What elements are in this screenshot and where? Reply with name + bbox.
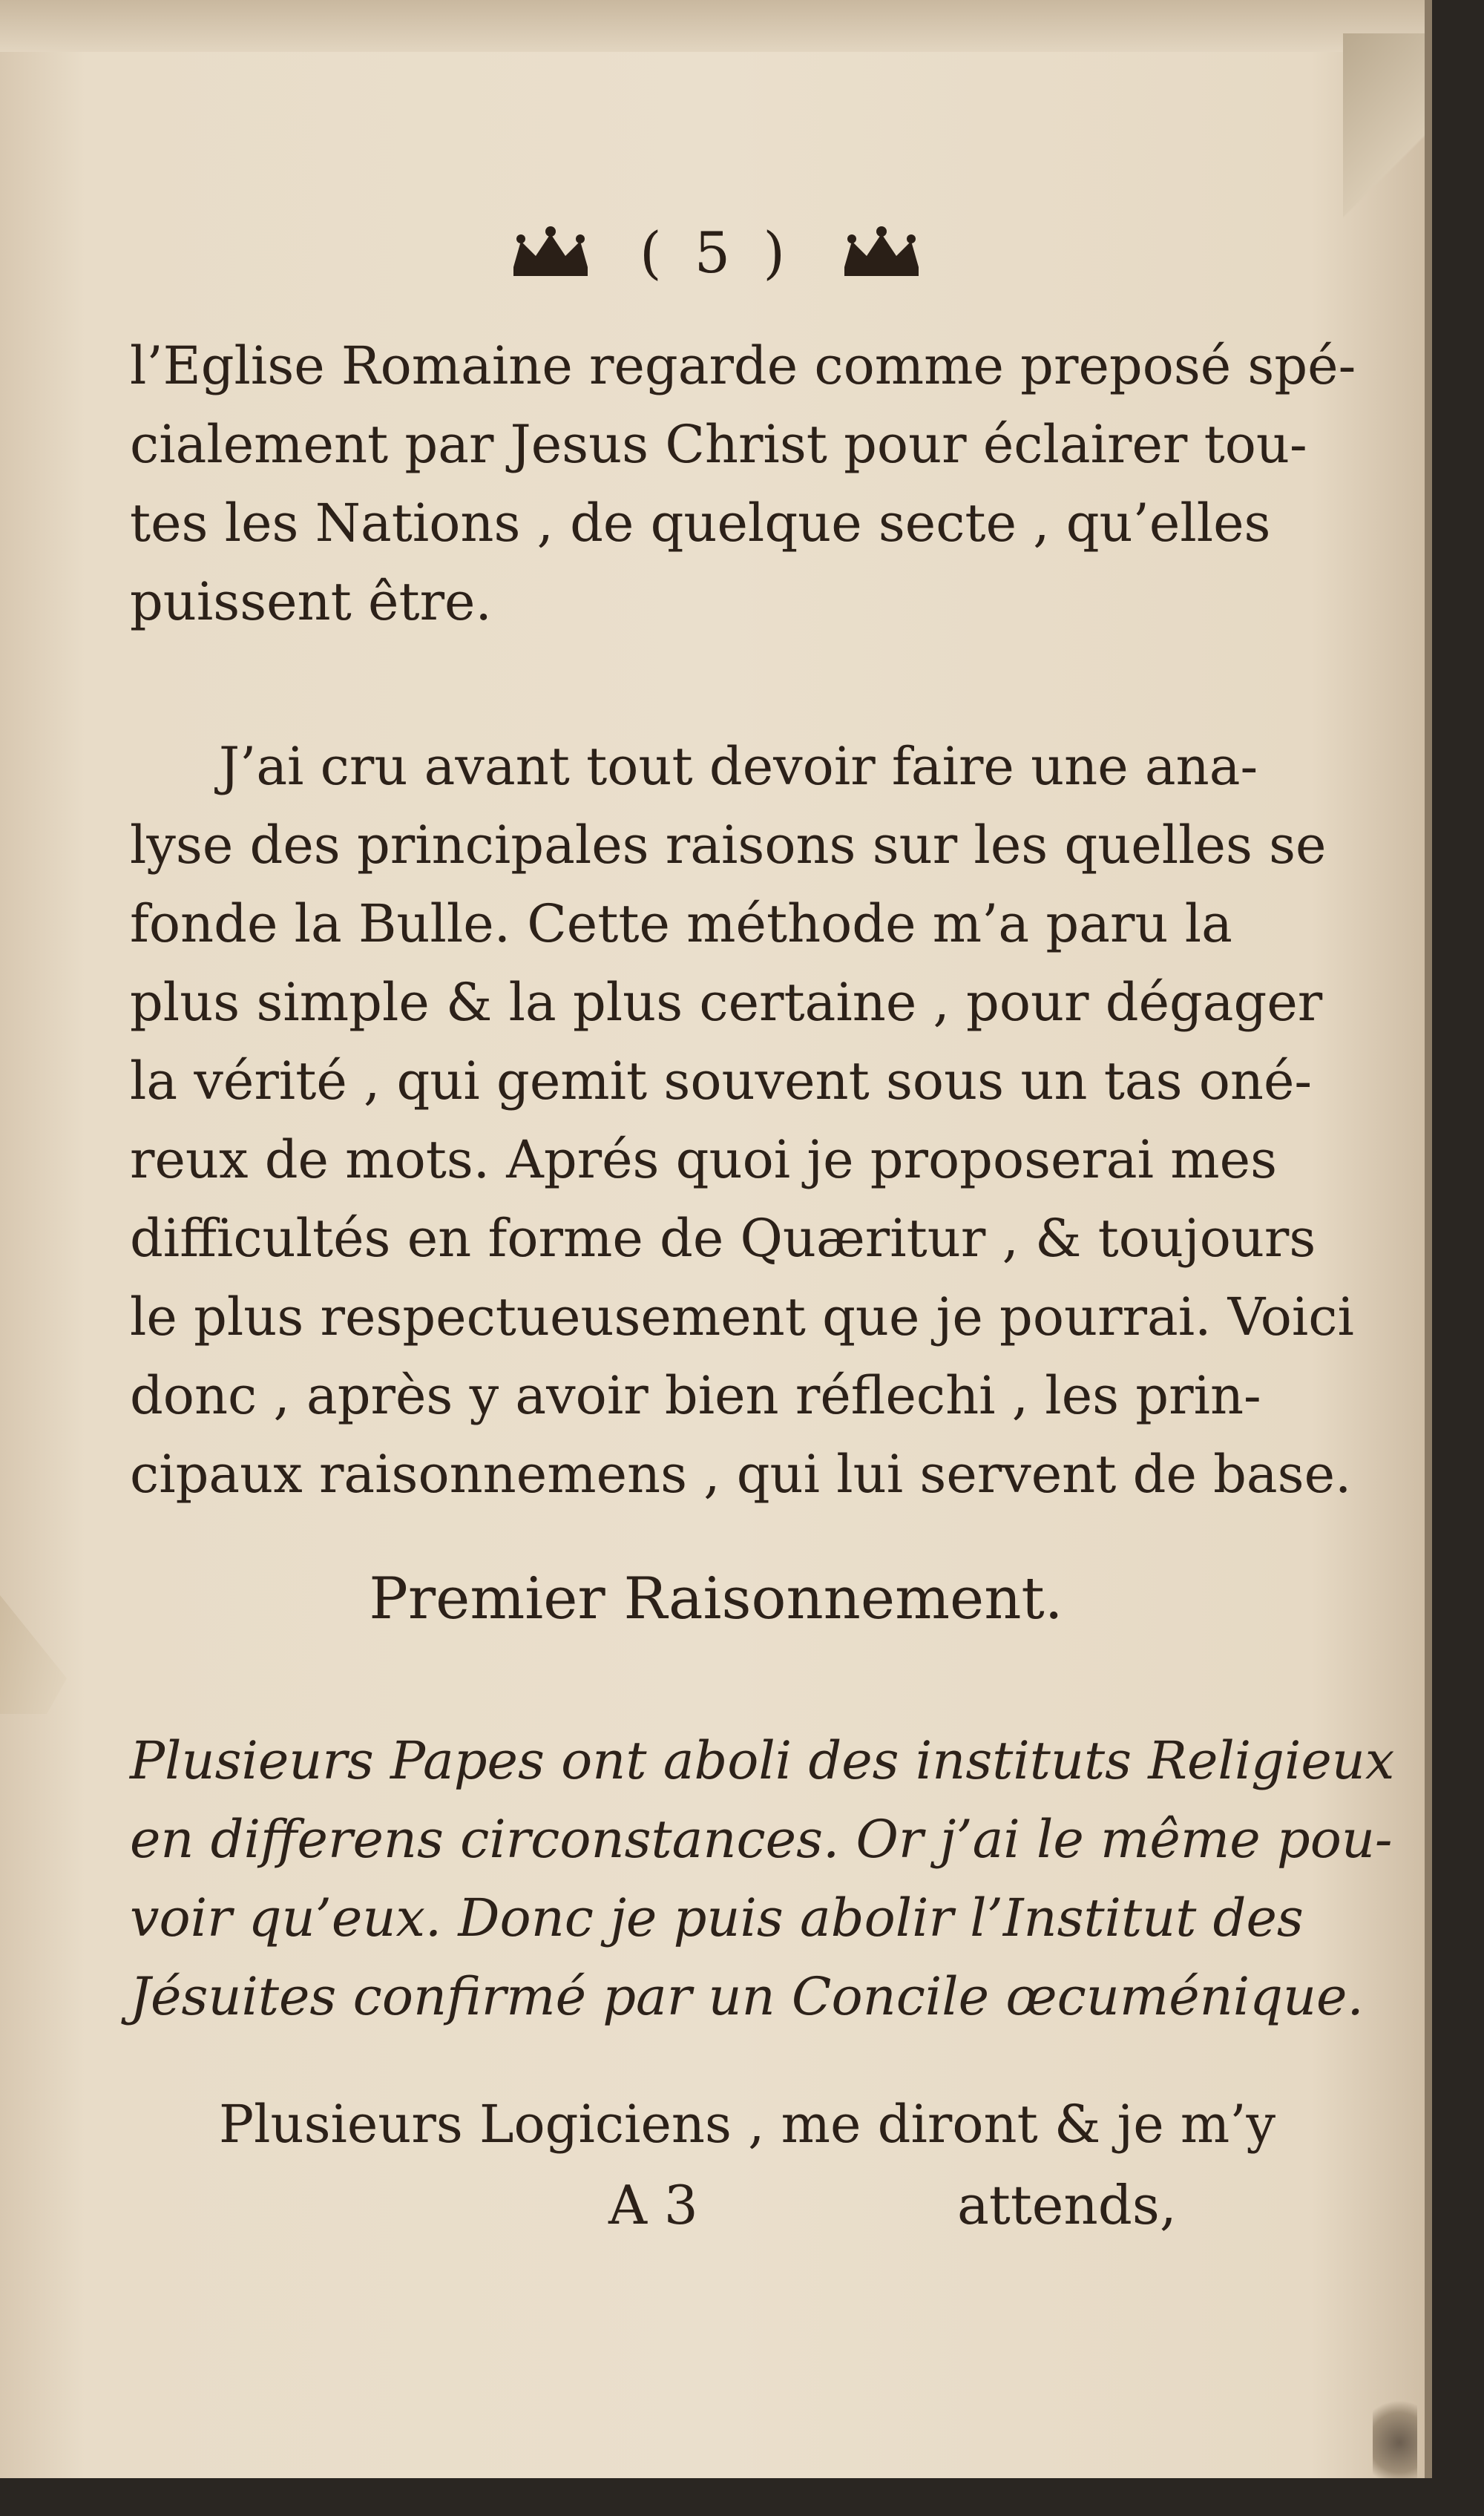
- text-line: l’Eglise Romaine regarde comme preposé spé-: [130, 335, 1356, 396]
- page-top-edge: [0, 0, 1425, 52]
- crown-ornament-icon: [837, 223, 926, 282]
- text-line: J’ai cru avant tout devoir faire une ana-: [219, 736, 1258, 797]
- worn-corner: [1373, 2389, 1417, 2478]
- text-line: en differens circonstances. Or j’ai le même pou-: [130, 1809, 1393, 1870]
- crown-ornament-icon: [506, 223, 595, 282]
- text-line: fonde la Bulle. Cette méthode m’a paru la: [130, 893, 1232, 954]
- text-line: Plusieurs Papes ont aboli des instituts Religieux: [130, 1730, 1395, 1791]
- text-line: plus simple & la plus certaine , pour dégager: [130, 972, 1323, 1033]
- text-line: voir qu’eux. Donc je puis abolir l’Institut des: [130, 1888, 1304, 1948]
- paragraph-logicians: [130, 2085, 1276, 2164]
- running-header: [0, 208, 1432, 297]
- text-line: difficultés en forme de Quæritur , & toujours: [130, 1208, 1316, 1269]
- text-line: Plusieurs Logiciens , me diront & je m’y: [219, 2094, 1276, 2155]
- text-line: reux de mots. Aprés quoi je proposerai mes: [130, 1129, 1278, 1190]
- text-line: Jésuites confirmé par un Concile œcuménique.: [130, 1966, 1364, 2027]
- text-line: la vérité , qui gemit souvent sous un tas oné-: [130, 1051, 1313, 1111]
- text-line: le plus respectueusement que je pourrai. Voici: [130, 1287, 1354, 1347]
- text-line: puissent être.: [130, 571, 492, 632]
- page-number: ( 5 ): [640, 219, 792, 286]
- catchword: attends,: [957, 2174, 1177, 2236]
- text-line: lyse des principales raisons sur les quelles se: [130, 815, 1327, 876]
- paragraph-continuation: [130, 326, 1356, 641]
- paragraph-analysis: [130, 727, 1354, 1514]
- text-line: donc , après y avoir bien réflechi , les prin-: [130, 1365, 1261, 1426]
- syllogism-paragraph: [130, 1721, 1395, 2036]
- text-line: cialement par Jesus Christ pour éclairer tou-: [130, 414, 1307, 475]
- signature-mark: A 3: [608, 2174, 698, 2236]
- section-heading: Premier Raisonnement.: [369, 1566, 1063, 1632]
- text-line: tes les Nations , de quelque secte , qu’elles: [130, 493, 1271, 554]
- text-line: cipaux raisonnemens , qui lui servent de base.: [130, 1444, 1352, 1505]
